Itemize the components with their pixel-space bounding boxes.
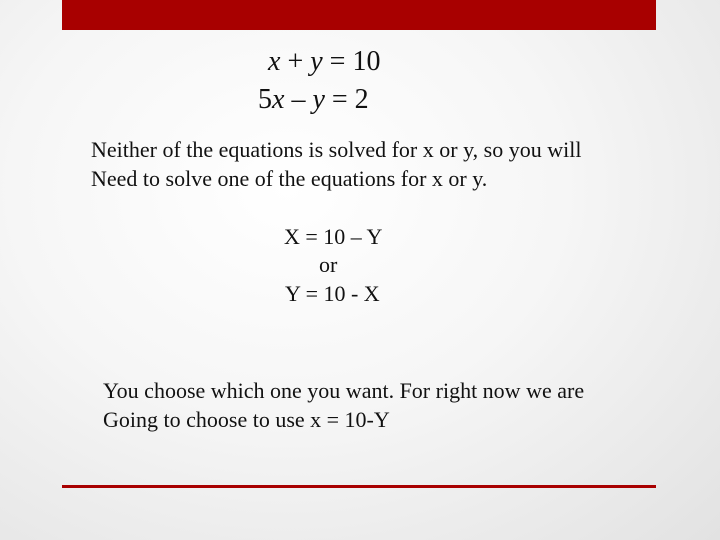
bottom-divider [62, 485, 656, 488]
top-accent-bar [62, 0, 656, 30]
eq2-y: y [312, 84, 325, 115]
instruction-line-1: Neither of the equations is solved for x or y, so you will [91, 137, 582, 162]
or-label: or [319, 252, 338, 277]
eq2-x: x [272, 84, 285, 115]
eq2-rhs: = 2 [324, 84, 369, 115]
instruction-paragraph [91, 135, 581, 193]
eq1-y: y [310, 46, 323, 77]
eq1-plus: + [280, 46, 311, 77]
eq1-x: x [268, 46, 281, 77]
instruction-line-2: Need to solve one of the equations for x or y. [91, 166, 488, 191]
equation-2 [258, 84, 369, 116]
solved-for-x: X = 10 – Y [284, 224, 383, 249]
eq1-rhs: = 10 [322, 46, 381, 77]
eq2-minus: – [284, 84, 313, 115]
choice-line-1: You choose which one you want. For right now we are [103, 378, 585, 403]
equation-1 [268, 46, 380, 78]
solved-for-y: Y = 10 - X [285, 281, 380, 306]
choice-line-2: Going to choose to use x = 10-Y [103, 407, 390, 432]
eq2-coefficient: 5 [258, 84, 272, 115]
choice-paragraph [103, 376, 584, 434]
